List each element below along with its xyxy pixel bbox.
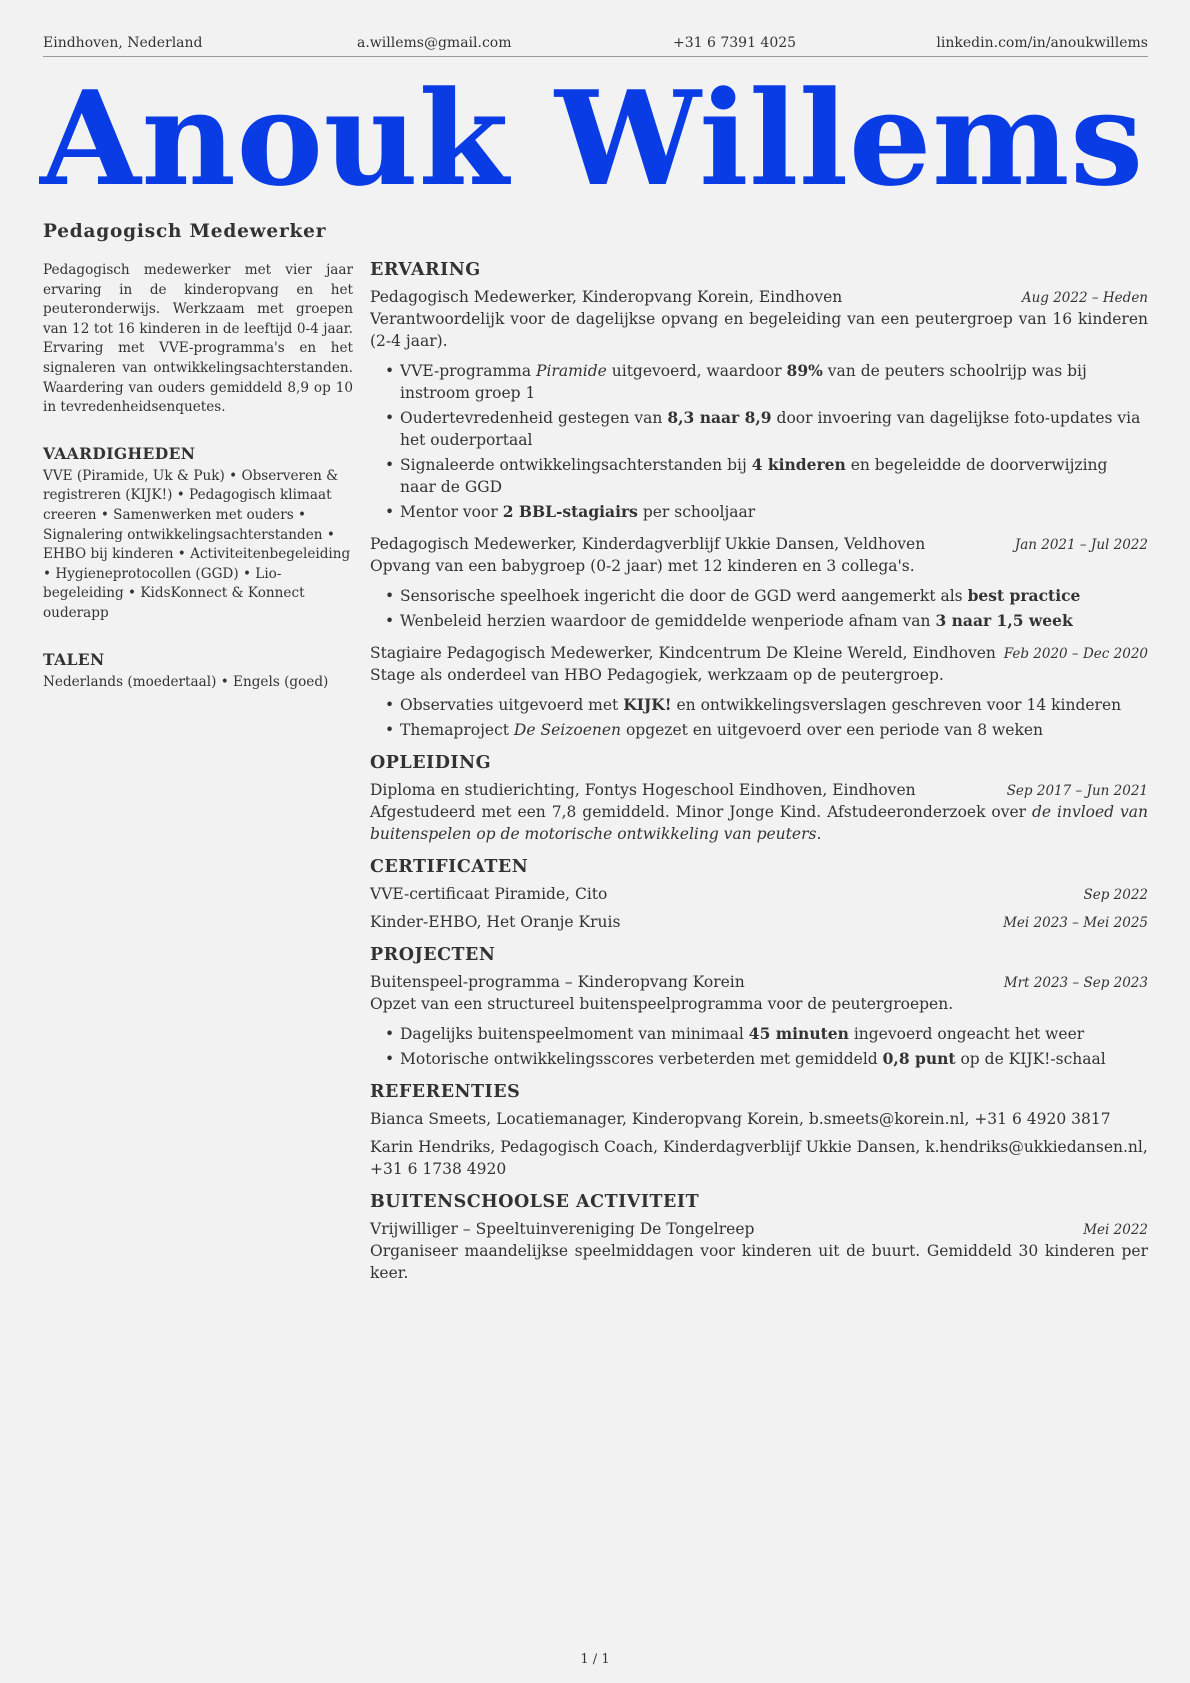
entry [370, 1108, 1148, 1130]
text-run: Observaties uitgevoerd met [400, 696, 624, 714]
text-run: Afgestudeerd met een 7,8 gemiddeld. Minor Jonge Kind. Afstudeeronderzoek over [370, 803, 1032, 821]
entry-header [370, 533, 1148, 555]
entry-title: Bianca Smeets, Locatiemanager, Kinderopvang Korein, b.smeets@korein.nl, +31 6 4920 3817 [370, 1110, 1111, 1128]
bullet-item [400, 360, 1148, 404]
text-run: VVE-programma [400, 362, 537, 380]
contact-bar [43, 32, 1148, 57]
entry-header [370, 642, 1148, 664]
text-run: en begeleidde de doorverwijzing naar de GGD [400, 456, 1108, 496]
certificates-list [370, 883, 1148, 933]
text-run: Themaproject [400, 721, 514, 739]
entry [370, 779, 1148, 845]
text-run: Wenbeleid herzien waardoor de gemiddelde wenperiode afnam van [400, 612, 936, 630]
entry [370, 533, 1148, 632]
main-column [370, 260, 1148, 1296]
text-run: Oudertevredenheid gestegen van [400, 409, 668, 427]
projects-section [370, 945, 1148, 1070]
education-list [370, 779, 1148, 845]
bold-text: 3 naar 1,5 week [935, 611, 1073, 630]
entry-title: Vrijwilliger – Speeltuinvereniging De Tongelreep [370, 1220, 755, 1238]
experience-list [370, 286, 1148, 741]
entry-header [370, 883, 1148, 905]
entry-title: Karin Hendriks, Pedagogisch Coach, Kinderdagverblijf Ukkie Dansen, k.hendriks@ukkiedansen.nl, +31 6 1738 4920 [370, 1138, 1148, 1178]
bold-text: KIJK! [623, 695, 672, 714]
entry-title: Diploma en studierichting, Fontys Hogeschool Eindhoven, Eindhoven [370, 781, 916, 799]
skills-heading: VAARDIGHEDEN [43, 443, 196, 463]
entry-description [370, 801, 1148, 845]
bold-text: 45 minuten [748, 1024, 849, 1043]
entry [370, 1136, 1148, 1180]
bullet-item [400, 610, 1148, 632]
entry [370, 286, 1148, 523]
entry-title: Pedagogisch Medewerker, Kinderdagverblijf Ukkie Dansen, Veldhoven [370, 535, 926, 553]
entry-date: Mei 2023 – Mei 2025 [1003, 915, 1148, 931]
entry-description: Opvang van een babygroep (0-2 jaar) met 12 kinderen en 3 collega's. [370, 557, 915, 575]
bullet-item [400, 1023, 1148, 1045]
italic-text: de invloed van buitenspelen op de motorische ontwikkeling van peuters [370, 803, 1148, 843]
entry [370, 971, 1148, 1070]
text-run: uitgevoerd, waardoor [606, 362, 787, 380]
bullet-item [400, 694, 1148, 716]
entry-date: Sep 2022 [1083, 887, 1148, 903]
bullet-item [400, 407, 1148, 451]
entry-header [370, 911, 1148, 933]
sidebar [43, 261, 353, 692]
candidate-name: Anouk Willems [40, 62, 1144, 215]
entry-title: VVE-certificaat Piramide, Cito [370, 885, 608, 903]
education-heading: OPLEIDING [370, 753, 492, 773]
profile-summary: Pedagogisch medewerker met vier jaar ervaring in de kinderopvang en het peuteronderwijs. Werkzaam met groepen van 12 tot 16 kinderen in de leeftijd 0-4 jaar. Ervaring met VVE-programma's en het signaleren van ontwikkelingsachterstanden. Waardering van ouders gemiddeld 8,9 op 10 in tevredenheidsenquetes. [43, 262, 353, 416]
entry [370, 642, 1148, 741]
references-section [370, 1082, 1148, 1180]
bullet-item [400, 454, 1148, 498]
text-run: Signaleerde ontwikkelingsachterstanden bij [400, 456, 752, 474]
bold-text: 8,3 naar 8,9 [667, 408, 772, 427]
entry-header [370, 286, 1148, 308]
text-run: Sensorische speelhoek ingericht die door de GGD werd aangemerkt als [400, 587, 968, 605]
text-run: Dagelijks buitenspeelmoment van minimaal [400, 1025, 749, 1043]
projects-list [370, 971, 1148, 1070]
entry-title: Stagiaire Pedagogisch Medewerker, Kindcentrum De Kleine Wereld, Eindhoven [370, 644, 996, 662]
entry-date: Aug 2022 – Heden [1021, 290, 1148, 306]
contact-phone[interactable]: +31 6 7391 4025 [673, 35, 797, 51]
activities-section [370, 1192, 1148, 1284]
education-section [370, 753, 1148, 845]
entry-header [370, 1136, 1148, 1180]
bullet-list [370, 360, 1148, 523]
entry-date: Feb 2020 – Dec 2020 [1003, 646, 1148, 662]
experience-section [370, 260, 1148, 741]
bold-text: 4 kinderen [751, 455, 846, 474]
contact-location: Eindhoven, Nederland [43, 35, 203, 51]
entry-date: Sep 2017 – Jun 2021 [1006, 783, 1148, 799]
bold-text: 0,8 punt [882, 1049, 956, 1068]
text-run: . [816, 825, 822, 843]
experience-heading: ERVARING [370, 260, 481, 280]
entry-header [370, 1218, 1148, 1240]
text-run: en ontwikkelingsverslagen geschreven voor 14 kinderen [671, 696, 1122, 714]
text-run: op de KIJK!-schaal [955, 1050, 1106, 1068]
bullet-list [370, 694, 1148, 741]
text-run: van de peuters schoolrijp was bij instroom groep 1 [400, 362, 1087, 402]
bullet-list [370, 585, 1148, 632]
text-run: per schooljaar [637, 503, 756, 521]
italic-text: Piramide [536, 362, 607, 380]
contact-linkedin[interactable]: linkedin.com/in/anoukwillems [936, 35, 1148, 51]
entry-header [370, 1108, 1148, 1130]
projects-heading: PROJECTEN [370, 945, 496, 965]
bullet-item [400, 585, 1148, 607]
text-run: door invoering van dagelijkse foto-updates via het ouderportaal [400, 409, 1141, 449]
references-heading: REFERENTIES [370, 1082, 521, 1102]
entry [370, 1218, 1148, 1284]
text-run: Mentor voor [400, 503, 503, 521]
entry-description: Stage als onderdeel van HBO Pedagogiek, werkzaam op de peutergroep. [370, 666, 944, 684]
job-title: Pedagogisch Medewerker [43, 221, 327, 242]
entry [370, 911, 1148, 933]
bullet-item [400, 1048, 1148, 1070]
entry-title: Buitenspeel-programma – Kinderopvang Korein [370, 973, 745, 991]
entry-title: Kinder-EHBO, Het Oranje Kruis [370, 913, 621, 931]
bold-text: 2 BBL-stagiairs [502, 502, 638, 521]
languages-list: Nederlands (moedertaal) • Engels (goed) [43, 673, 329, 690]
bold-text: best practice [967, 586, 1081, 605]
entry-header [370, 971, 1148, 993]
languages-heading: TALEN [43, 649, 105, 669]
references-list [370, 1108, 1148, 1180]
entry-title: Pedagogisch Medewerker, Kinderopvang Korein, Eindhoven [370, 288, 843, 306]
bullet-item [400, 719, 1148, 741]
italic-text: De Seizoenen [513, 721, 622, 739]
entry-date: Mrt 2023 – Sep 2023 [1003, 975, 1148, 991]
entry-description: Opzet van een structureel buitenspeelprogramma voor de peutergroepen. [370, 995, 954, 1013]
text-run: opgezet en uitgevoerd over een periode van 8 weken [621, 721, 1044, 739]
certificates-section [370, 857, 1148, 933]
text-run: Motorische ontwikkelingsscores verbeterden met gemiddeld [400, 1050, 883, 1068]
entry [370, 883, 1148, 905]
entry-description: Verantwoordelijk voor de dagelijkse opvang en begeleiding van een peutergroep van 16 kinderen (2-4 jaar). [370, 310, 1148, 350]
bullet-list [370, 1023, 1148, 1070]
entry-date: Mei 2022 [1083, 1222, 1148, 1238]
contact-email[interactable]: a.willems@gmail.com [357, 35, 512, 51]
page-indicator: 1 / 1 [580, 1652, 610, 1667]
entry-header [370, 779, 1148, 801]
skills-list: VVE (Piramide, Uk & Puk) • Observeren & registreren (KIJK!) • Pedagogisch klimaat creeren • Samenwerken met ouders • Signalering ontwikkelingsachterstanden • EHBO bij kinderen • Activiteitenbegeleiding • Hygieneprotocollen (GGD) • Lio-begeleiding • KidsKonnect & Konnect ouderapp [43, 467, 351, 621]
text-run: ingevoerd ongeacht het weer [848, 1025, 1085, 1043]
bold-text: 89% [786, 361, 823, 380]
bullet-item [400, 501, 1148, 523]
entry-date: Jan 2021 – Jul 2022 [1014, 537, 1148, 553]
certificates-heading: CERTIFICATEN [370, 857, 529, 877]
entry-description: Organiseer maandelijkse speelmiddagen voor kinderen uit de buurt. Gemiddeld 30 kinderen per keer. [370, 1242, 1148, 1282]
activities-heading: BUITENSCHOOLSE ACTIVITEIT [370, 1192, 700, 1212]
activities-list [370, 1218, 1148, 1284]
